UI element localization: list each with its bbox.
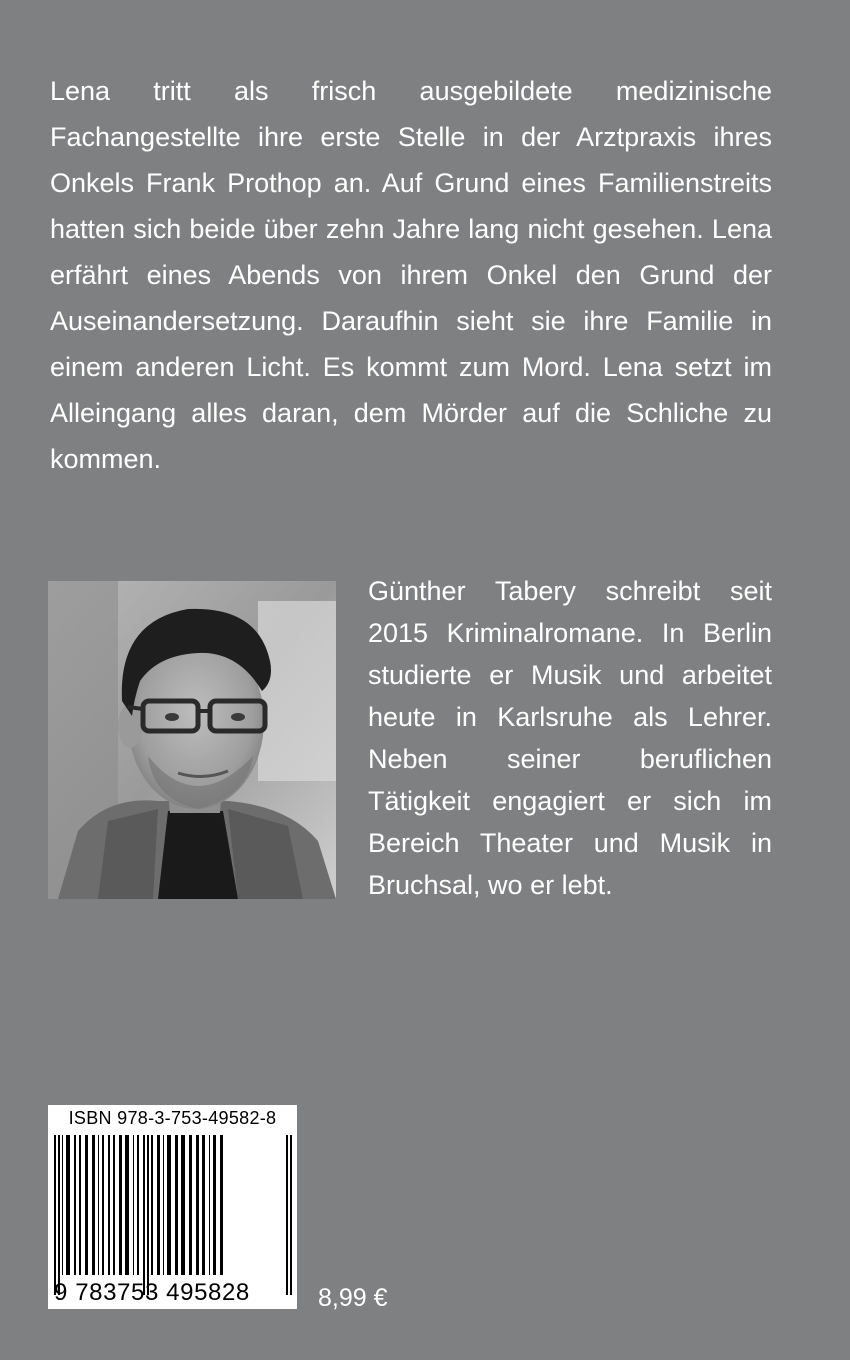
barcode-bar — [157, 1135, 160, 1275]
barcode-bar — [143, 1135, 145, 1295]
barcode-bar — [58, 1135, 60, 1295]
barcode-bar — [92, 1135, 95, 1275]
barcode-bar — [133, 1135, 134, 1275]
barcode-bar — [54, 1135, 56, 1295]
barcode-bar — [181, 1135, 185, 1275]
barcode-bar — [167, 1135, 171, 1275]
barcode-bar — [79, 1135, 81, 1275]
isbn-label: ISBN 978-3-753-49582-8 — [68, 1108, 277, 1128]
barcode-bar — [163, 1135, 164, 1275]
barcode-bar — [119, 1135, 122, 1275]
barcode-bar — [147, 1135, 149, 1295]
price: 8,99 € — [318, 1284, 388, 1312]
barcode-bar — [196, 1135, 199, 1275]
barcode-bar — [113, 1135, 115, 1275]
barcode-bar — [189, 1135, 192, 1275]
author-bio: Günther Tabery schreibt seit 2015 Kriminalromane. In Berlin studierte er Musik und arbeitet heute in Karlsruhe als Lehrer. Neben seiner beruflichen Tätigkeit engagiert er sich im Bereich Theater und Musik in Bruchsal, wo er lebt. — [368, 576, 772, 900]
barcode-bar — [209, 1135, 210, 1275]
barcode-bar — [74, 1135, 76, 1275]
barcode-bar — [102, 1135, 104, 1275]
barcode-box — [48, 1105, 297, 1309]
barcode-bar — [98, 1135, 99, 1275]
barcode-bar — [108, 1135, 110, 1275]
barcode-digits: 9 783753 495828 — [54, 1279, 250, 1306]
blurb-text: Lena tritt als frisch ausgebildete medizinische Fachangestellte ihre erste Stelle in der Arztpraxis ihres Onkels Frank Prothop an. Auf Grund eines Familienstreits hatten sich beide über zehn Jahre lang nicht gesehen. Lena erfährt eines Abends von ihrem Onkel den Grund der Auseinandersetzung. Daraufhin sieht sie ihre Familie in einem anderen Licht. Es kommt zum Mord. Lena setzt im Alleingang alles daran, dem Mörder auf die Schliche zu kommen. — [50, 76, 772, 474]
barcode-bar — [66, 1135, 70, 1275]
barcode-bar — [220, 1135, 223, 1275]
barcode-bar — [151, 1135, 153, 1275]
barcode-bar — [286, 1135, 288, 1295]
barcode-bar — [290, 1135, 292, 1295]
barcode-bar — [213, 1135, 216, 1275]
barcode-bar — [85, 1135, 88, 1275]
barcode-bar — [202, 1135, 205, 1275]
barcode-bar — [175, 1135, 178, 1275]
barcode-bars — [48, 1135, 297, 1295]
author-photo — [48, 581, 336, 899]
barcode-bar — [137, 1135, 139, 1275]
barcode-bar — [125, 1135, 129, 1275]
barcode-bar — [62, 1135, 63, 1275]
